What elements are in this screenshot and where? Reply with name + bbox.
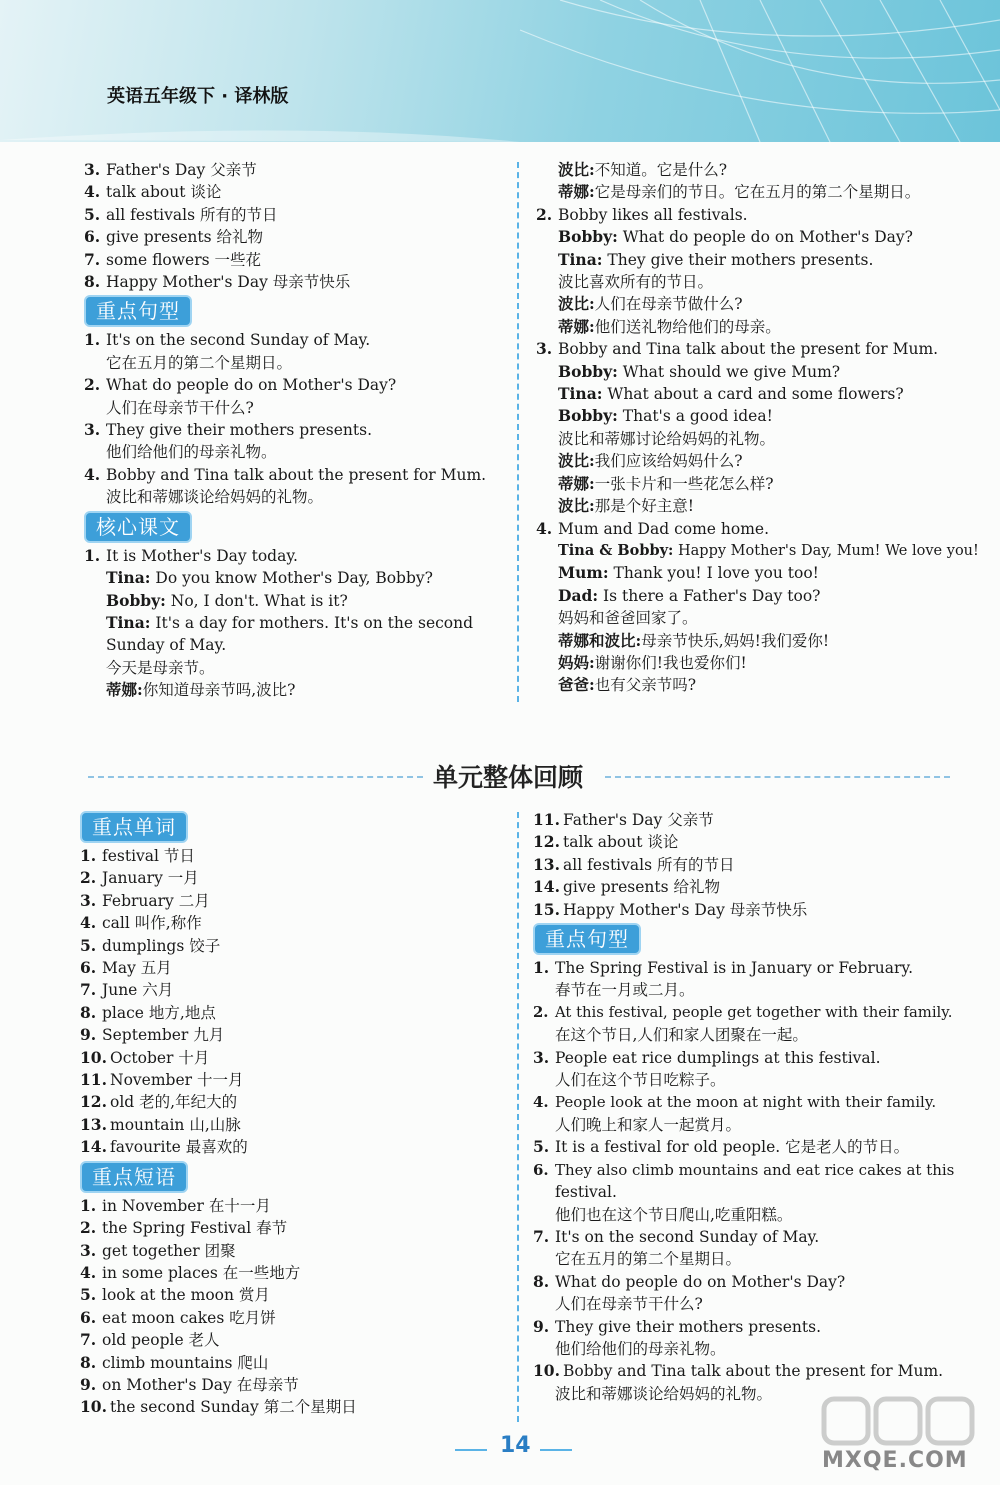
translation: 波比喜欢所有的节日。	[558, 273, 714, 292]
list-item: 1. It is Mother's Day today.	[84, 545, 298, 565]
translation: 它在五月的第二个星期日。	[555, 1250, 742, 1269]
list-item: 1. festival 节日	[80, 846, 195, 865]
translation: 蒂娜:他们送礼物给他们的母亲。	[558, 316, 781, 336]
translation: 波比和蒂娜讨论给妈妈的礼物。	[558, 429, 776, 448]
translation: 在这个节日,人们和家人团聚在一起。	[555, 1026, 808, 1045]
list-item: 2. What do people do on Mother's Day?	[84, 375, 397, 395]
translation: 它在五月的第二个星期日。	[106, 353, 293, 372]
list-item: 7. It's on the second Sunday of May.	[533, 1226, 820, 1246]
list-item: 1. in November 在十一月	[80, 1195, 271, 1215]
list-item: 4. call 叫作,称作	[80, 913, 202, 933]
list-item: 2. Bobby likes all festivals.	[536, 204, 748, 224]
list-item: 12. old 老的,年纪大的	[80, 1092, 238, 1112]
list-item: 1. The Spring Festival is in January or February.	[533, 958, 914, 978]
column-divider-top	[517, 162, 519, 702]
list-item: 7. old people 老人	[80, 1330, 220, 1350]
list-item: 4. Mum and Dad come home.	[536, 518, 769, 538]
list-item: 11. November 十一月	[80, 1070, 244, 1090]
header-pattern-graphic	[0, 0, 1000, 142]
bottom-right-column	[533, 809, 973, 1405]
list-item: 8. climb mountains 爬山	[80, 1352, 269, 1372]
list-item: 5. dumplings 饺子	[80, 935, 221, 955]
list-item: 3. People eat rice dumplings at this festival.	[533, 1047, 881, 1067]
dialogue-line: Tina: What about a card and some flowers?	[558, 384, 904, 404]
translation: 波比:人们在母亲节做什么?	[558, 294, 743, 314]
translation: 蒂娜:它是母亲们的节日。它在五月的第二个星期日。	[558, 182, 921, 202]
section-badge-words: 重点单词	[80, 811, 188, 843]
list-item: 6. give presents 给礼物	[84, 227, 263, 247]
dialogue-line: Tina & Bobby: Happy Mother's Day, Mum! We love you!	[558, 541, 979, 559]
translation: 人们晚上和家人一起赏月。	[555, 1115, 742, 1134]
translation: 人们在这个节日吃粽子。	[555, 1071, 726, 1090]
list-item: 4. People look at the moon at night with their family.	[533, 1093, 937, 1112]
dialogue-line: Mum: Thank you! I love you too!	[558, 563, 819, 583]
translation: 蒂娜:一张卡片和一些花怎么样?	[558, 473, 774, 493]
top-left-column	[84, 159, 504, 702]
column-divider-bottom	[517, 812, 519, 1422]
list-item: 11. Father's Day 父亲节	[533, 810, 714, 829]
dialogue-line: Bobby: No, I don't. What is it?	[106, 590, 348, 610]
list-item-cont: festival.	[555, 1183, 617, 1202]
list-item: 4. in some places 在一些地方	[80, 1262, 301, 1282]
translation: 波比和蒂娜谈论给妈妈的礼物。	[106, 488, 324, 507]
translation: 春节在一月或二月。	[555, 981, 695, 1000]
translation: 波比:不知道。它是什么?	[558, 160, 728, 179]
list-item: 13. all festivals 所有的节日	[533, 854, 735, 874]
translation: 今天是母亲节。	[106, 658, 215, 677]
list-item: 8. What do people do on Mother's Day?	[533, 1271, 846, 1291]
translation: 波比:我们应该给妈妈什么?	[558, 451, 743, 471]
translation: 他们也在这个节日爬山,吃重阳糕。	[555, 1205, 793, 1224]
translation: 妈妈和爸爸回家了。	[558, 609, 698, 628]
translation: 波比和蒂娜谈论给妈妈的礼物。	[555, 1384, 773, 1403]
list-item: 5. It is a festival for old people. 它是老人的节日。	[533, 1137, 910, 1157]
list-item: 1. It's on the second Sunday of May.	[84, 330, 371, 350]
dialogue-line: Bobby: What should we give Mum?	[558, 361, 841, 381]
list-item: 6. May 五月	[80, 958, 172, 978]
list-item: 5. all festivals 所有的节日	[84, 204, 278, 224]
top-right-column	[536, 159, 979, 697]
section-badge-sentences: 重点句型	[84, 295, 192, 327]
divider	[88, 776, 423, 778]
translation: 他们给他们的母亲礼物。	[106, 443, 277, 462]
translation: 蒂娜和波比:母亲节快乐,妈妈!我们爱你!	[558, 630, 830, 650]
list-item: 14. give presents 给礼物	[533, 877, 720, 897]
list-item: 3. Father's Day 父亲节	[84, 160, 257, 179]
list-item: 15. Happy Mother's Day 母亲节快乐	[533, 899, 808, 919]
list-item: 8. Happy Mother's Day 母亲节快乐	[84, 272, 351, 292]
list-item: 7. some flowers 一些花	[84, 249, 261, 269]
list-item: 5. look at the moon 赏月	[80, 1285, 270, 1305]
dialogue-line: Tina: They give their mothers presents.	[558, 249, 874, 269]
dialogue-line: Tina: It's a day for mothers. It's on the second	[106, 612, 474, 632]
list-item: 10. October 十月	[80, 1047, 210, 1067]
translation: 波比:那是个好主意!	[558, 496, 694, 516]
list-item: 9. on Mother's Day 在母亲节	[80, 1374, 299, 1394]
list-item: 2. At this festival, people get together with their family.	[533, 1003, 953, 1021]
list-item: 2. January 一月	[80, 868, 199, 888]
list-item: 8. place 地方,地点	[80, 1002, 216, 1022]
list-item: 12. talk about 谈论	[533, 832, 679, 852]
section-badge-phrases: 重点短语	[80, 1161, 188, 1193]
translation: 爸爸:也有父亲节吗?	[558, 675, 697, 695]
list-item: 6. eat moon cakes 吃月饼	[80, 1307, 276, 1327]
list-item: 14. favourite 最喜欢的	[80, 1137, 248, 1157]
page-number-rule-right	[540, 1449, 572, 1451]
dialogue-line: Dad: Is there a Father's Day too?	[558, 585, 821, 605]
list-item: 4. talk about 谈论	[84, 182, 222, 202]
dialogue-line: Bobby: What do people do on Mother's Day?	[558, 227, 913, 247]
bottom-left-column	[80, 809, 500, 1419]
section-badge-text: 核心课文	[84, 511, 192, 543]
list-item: 10. Bobby and Tina talk about the present for Mum.	[533, 1361, 944, 1381]
page-number-rule-left	[455, 1449, 487, 1451]
list-item: 2. the Spring Festival 春节	[80, 1218, 288, 1238]
dialogue-line: Bobby: That's a good idea!	[558, 406, 773, 426]
list-item: 13. mountain 山,山脉	[80, 1114, 241, 1134]
list-item: 3. They give their mothers presents.	[84, 420, 373, 440]
translation: 人们在母亲节干什么?	[106, 398, 254, 417]
translation: 人们在母亲节干什么?	[555, 1295, 703, 1314]
list-item: 3. get together 团聚	[80, 1240, 236, 1260]
list-item: 3. February 二月	[80, 890, 210, 910]
book-title: 英语五年级下 · 译林版	[107, 86, 289, 107]
list-item: 7. June 六月	[80, 980, 174, 1000]
translation: 他们给他们的母亲礼物。	[555, 1339, 726, 1358]
translation: 蒂娜:你知道母亲节吗,波比?	[106, 680, 296, 700]
watermark-text: MXQE.COM	[822, 1448, 968, 1473]
translation: 妈妈:谢谢你们!我也爱你们!	[558, 652, 747, 672]
page-header	[0, 0, 1000, 142]
list-item: 6. They also climb mountains and eat rice cakes at this	[533, 1160, 955, 1179]
list-item: 3. Bobby and Tina talk about the present for Mum.	[536, 339, 939, 359]
dialogue-line: Sunday of May.	[106, 636, 227, 655]
review-title: 单元整体回顾	[433, 763, 584, 792]
list-item: 9. They give their mothers presents.	[533, 1316, 822, 1336]
list-item: 10. the second Sunday 第二个星期日	[80, 1397, 357, 1417]
list-item: 9. September 九月	[80, 1025, 225, 1045]
divider	[605, 776, 950, 778]
list-item: 4. Bobby and Tina talk about the present for Mum.	[84, 464, 487, 484]
page-number: 14	[500, 1433, 531, 1458]
review-section-header	[0, 756, 1000, 796]
dialogue-line: Tina: Do you know Mother's Day, Bobby?	[106, 568, 433, 588]
section-badge-sentences: 重点句型	[533, 923, 641, 955]
